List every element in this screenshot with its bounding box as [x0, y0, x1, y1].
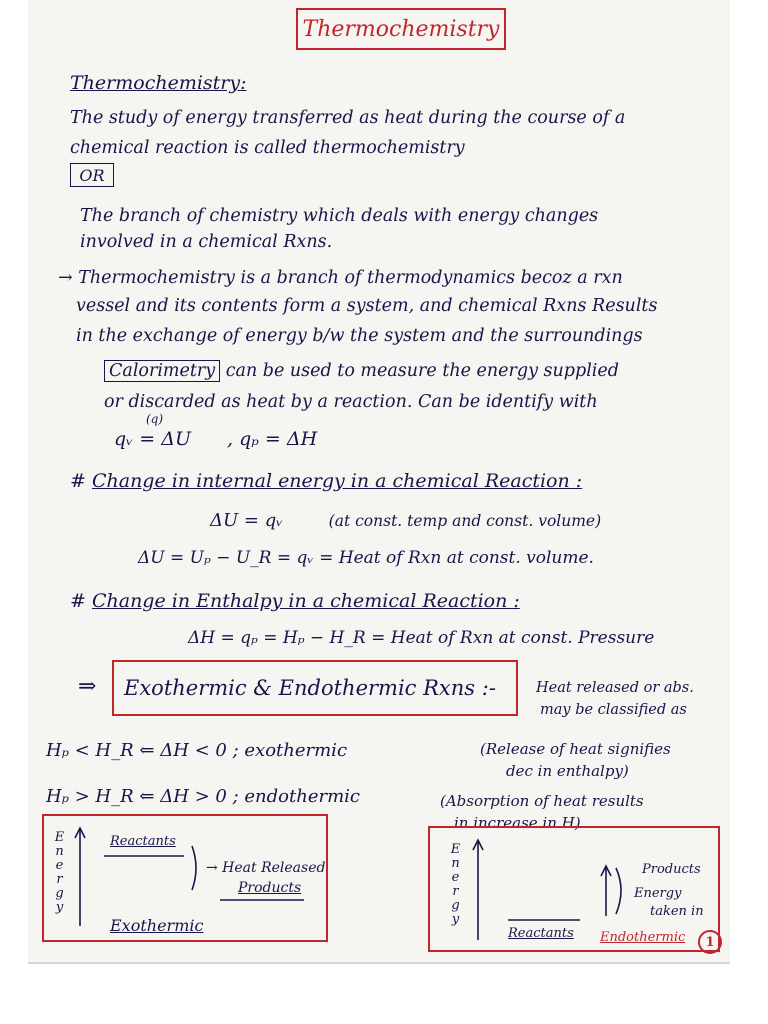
endothermic-label: endothermic — [244, 786, 360, 807]
reactants-label: Reactants — [508, 926, 574, 941]
internal-eq-1 — [210, 510, 601, 531]
exothermic-condition: Hₚ < H_R ⇐ ΔH < 0 ; — [46, 740, 239, 761]
endothermic-note-1: (Absorption of heat results — [440, 792, 644, 810]
enthalpy-eq: ΔH = qₚ = Hₚ − H_R = Heat of Rxn at const. Pressure — [188, 628, 655, 648]
endothermic-row — [46, 786, 360, 807]
qv-equation — [114, 428, 317, 450]
enthalpy-title: Change in Enthalpy in a chemical Reaction : — [91, 590, 520, 612]
endothermic-diagram — [428, 826, 720, 952]
definition-line-2: chemical reaction is called thermochemistry — [70, 138, 465, 158]
exothermic-note-1: (Release of heat signifies — [480, 740, 671, 758]
paragraph-line-2: vessel and its contents form a system, and chemical Rxns Results — [76, 296, 658, 316]
hash-mark: # — [70, 470, 92, 492]
products-label: Products — [238, 880, 302, 896]
paragraph-line-4 — [104, 360, 619, 382]
definition-alt-line-1: The branch of chemistry which deals with energy changes — [80, 206, 599, 226]
paragraph-line-5: or discarded as heat by a reaction. Can be identify with — [104, 392, 598, 412]
internal-energy-heading — [70, 470, 582, 492]
hash-mark: # — [70, 590, 92, 612]
energy-axis-label: Energy — [448, 842, 463, 926]
exothermic-row — [46, 740, 347, 761]
internal-eq-2: ΔU = Uₚ − U_R = qᵥ = Heat of Rxn at const. volume. — [138, 548, 594, 568]
enthalpy-heading — [70, 590, 520, 612]
exo-endo-heading: Exothermic & Endothermic Rxns :- — [112, 660, 518, 716]
exothermic-diagram — [42, 814, 328, 942]
page-number: 1 — [698, 930, 722, 954]
paragraph-line-4-rest: can be used to measure the energy supplied — [220, 361, 619, 381]
energy-axis-label: Energy — [52, 830, 67, 914]
endothermic-caption: Endothermic — [600, 930, 686, 945]
paragraph-line-1: → Thermochemistry is a branch of thermodynamics becoz a rxn — [58, 268, 623, 288]
implies-arrow: ⇒ — [78, 674, 97, 699]
internal-energy-title: Change in internal energy in a chemical Reaction : — [91, 470, 583, 492]
intro-heading: Thermochemistry: — [70, 72, 247, 94]
energy-taken-label-1: Energy — [634, 886, 682, 901]
products-label: Products — [642, 862, 701, 877]
reactants-label: Reactants — [110, 834, 176, 849]
or-label: OR — [70, 163, 114, 187]
exothermic-label: exothermic — [244, 740, 348, 761]
page-title: Thermochemistry — [296, 8, 506, 50]
exothermic-note-2: dec in enthalpy) — [506, 762, 629, 780]
du-eq: ΔU = qᵥ — [210, 510, 283, 531]
energy-taken-label-2: taken in — [650, 904, 704, 919]
qv-eq: qᵥ = ΔU — [114, 428, 191, 450]
classification-note-2: may be classified as — [540, 702, 687, 718]
q-mark: (q) — [146, 412, 164, 426]
notebook-page — [28, 0, 730, 964]
endothermic-condition: Hₚ > H_R ⇐ ΔH > 0 ; — [46, 786, 239, 807]
endothermic-note-2: in increase in H) — [454, 814, 581, 832]
definition-alt-line-2: involved in a chemical Rxns. — [80, 232, 333, 252]
qp-eq: , qₚ = ΔH — [227, 428, 318, 450]
calorimetry-term: Calorimetry — [104, 360, 220, 382]
definition-line-1: The study of energy transferred as heat during the course of a — [70, 108, 626, 128]
heat-released-label: → Heat Released — [206, 860, 326, 876]
classification-note-1: Heat released or abs. — [536, 680, 694, 696]
du-condition: (at const. temp and const. volume) — [328, 512, 602, 530]
paragraph-line-3: in the exchange of energy b/w the system and the surroundings — [76, 326, 643, 346]
exothermic-caption: Exothermic — [110, 916, 204, 935]
